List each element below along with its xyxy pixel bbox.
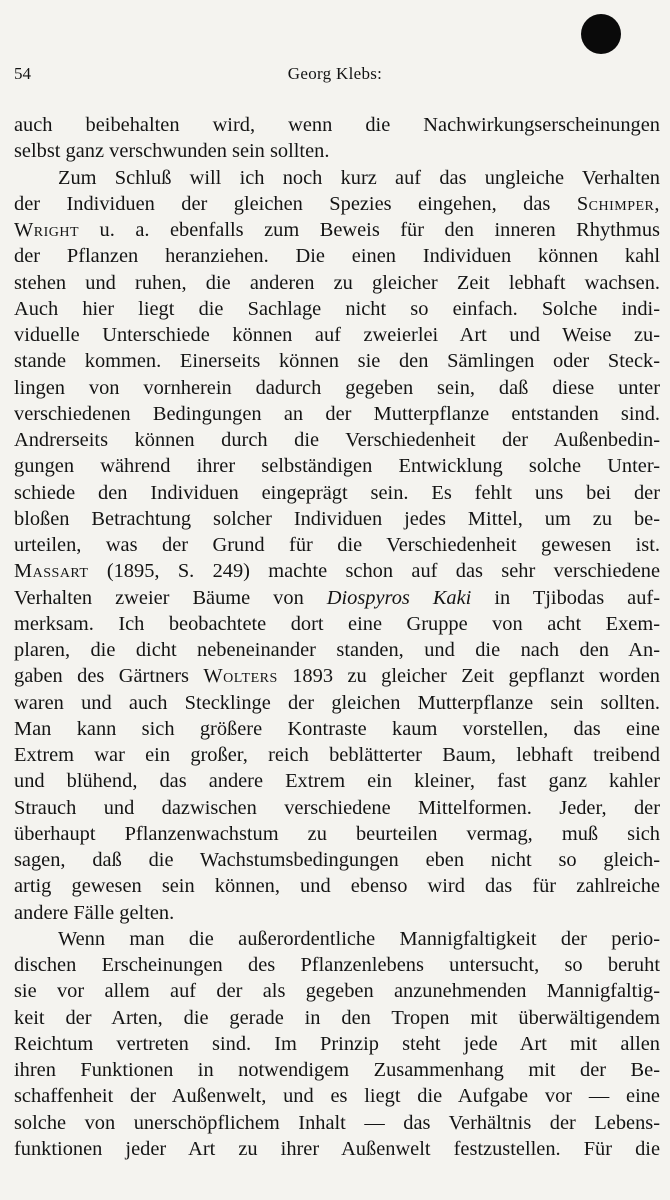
text-line (14, 270, 660, 296)
text-segment: bloßen Betrachtung solcher Individuen jedes Mittel, um zu be- (14, 507, 660, 530)
text-segment: gaben des Gärtners (14, 665, 204, 688)
body-text (14, 112, 660, 1162)
text-segment: viduelle Unterschiede können auf zweierlei Art und Weise zu- (14, 324, 660, 346)
text-line (14, 1031, 660, 1057)
author-name: Wright (14, 219, 80, 241)
author-name: Schimper, (576, 192, 660, 215)
text-line (14, 191, 660, 217)
text-line (14, 716, 660, 742)
text-line (14, 978, 660, 1004)
text-line (14, 532, 660, 558)
text-line (14, 217, 660, 243)
text-segment: überhaupt Pflanzenwachstum zu beurteilen vermag, muß sich (14, 822, 660, 845)
text-line (14, 585, 660, 611)
text-segment: andere Fälle gelten. (14, 901, 175, 924)
text-line (14, 375, 660, 401)
text-segment: keit der Arten, die gerade in den Tropen mit überwältigendem (14, 1006, 660, 1029)
text-segment: 1893 zu gleicher Zeit gepflanzt worden (277, 665, 660, 688)
text-segment: plaren, die dicht nebeneinander standen, und die nach den An- (14, 639, 660, 661)
text-line (14, 558, 660, 584)
text-segment: gungen während ihrer selbständigen Entwicklung solche Unter- (14, 455, 660, 478)
text-segment: Verhalten zweier Bäume von (14, 586, 327, 609)
text-segment: Reichtum vertreten sind. Im Prinzip steht jede Art mit allen (14, 1032, 660, 1055)
text-line (14, 480, 660, 506)
text-line (14, 1005, 660, 1031)
text-segment: verschiedenen Bedingungen an der Mutterpflanze entstanden sind. (14, 402, 660, 425)
text-line (14, 453, 660, 479)
text-line (14, 427, 660, 453)
text-line (14, 348, 660, 374)
text-segment: Man kann sich größere Kontraste kaum vorstellen, das eine (14, 717, 660, 740)
text-line (14, 847, 660, 873)
author-name: Wolters (203, 665, 278, 688)
text-line (14, 690, 660, 716)
text-line (14, 296, 660, 322)
species-name: Diospyros Kaki (326, 586, 472, 609)
text-segment: lingen von vornherein dadurch gegeben sein, daß diese unter (14, 376, 660, 399)
text-segment: und blühend, das andere Extrem ein kleiner, fast ganz kahler (14, 770, 660, 793)
text-segment: auch beibehalten wird, wenn die Nachwirkungserscheinungen (14, 114, 660, 136)
text-segment: artig gewesen sein können, und ebenso wird das für zahlreiche (14, 875, 660, 898)
text-segment: stande kommen. Einerseits können sie den Sämlingen oder Steck- (14, 350, 660, 373)
text-segment: (1895, S. 249) machte schon auf das sehr verschiedene (88, 560, 660, 583)
text-segment: selbst ganz verschwunden sein sollten. (14, 140, 330, 163)
text-segment: Auch hier liegt die Sachlage nicht so einfach. Solche indi- (14, 297, 660, 320)
text-segment: dischen Erscheinungen des Pflanzenlebens untersucht, so beruht (14, 954, 660, 976)
text-line (14, 926, 660, 952)
text-segment: waren und auch Stecklinge der gleichen Mutterpflanze sein sollten. (14, 691, 660, 714)
text-line (14, 322, 660, 348)
text-segment: Andrerseits können durch die Verschiedenheit der Außenbedin- (14, 429, 660, 451)
text-segment: stehen und ruhen, die anderen zu gleicher Zeit lebhaft wachsen. (14, 271, 660, 294)
text-line (14, 138, 660, 164)
text-line (14, 663, 660, 689)
running-head: Georg Klebs: (287, 64, 383, 83)
text-line (14, 506, 660, 532)
text-segment: schiede den Individuen eingeprägt sein. Es fehlt uns bei der (14, 481, 660, 504)
text-line (14, 1057, 660, 1083)
text-line (14, 795, 660, 821)
text-segment: schaffenheit der Außenwelt, und es liegt die Aufgabe vor — eine (14, 1085, 660, 1108)
text-line (14, 401, 660, 427)
text-segment: Extrem war ein großer, reich beblätterter Baum, lebhaft treibend (14, 744, 660, 766)
text-line (14, 742, 660, 768)
text-segment: Zum Schluß will ich noch kurz auf das ungleiche Verhalten (58, 166, 660, 189)
text-segment: solche von unerschöpflichem Inhalt — das Verhältnis der Lebens- (14, 1111, 660, 1134)
text-line (14, 1083, 660, 1109)
text-line (14, 243, 660, 269)
text-line (14, 873, 660, 899)
author-name: Massart (14, 560, 89, 583)
ink-blot-mark (581, 14, 621, 54)
text-line (14, 637, 660, 663)
page-header (14, 64, 656, 88)
text-segment: Wenn man die außerordentliche Mannigfaltigkeit der perio- (58, 927, 660, 950)
text-line (14, 900, 660, 926)
text-line (14, 611, 660, 637)
text-segment: sie vor allem auf der als gegeben anzunehmenden Mannigfaltig- (14, 980, 660, 1003)
text-line (14, 165, 660, 191)
text-line (14, 1110, 660, 1136)
text-line (14, 1136, 660, 1162)
text-segment: sagen, daß die Wachstumsbedingungen eben nicht so gleich- (14, 849, 660, 871)
text-segment: der Pflanzen heranziehen. Die einen Individuen können kahl (14, 245, 660, 268)
text-segment: funktionen jeder Art zu ihrer Außenwelt festzustellen. Für die (14, 1137, 660, 1160)
text-segment: u. a. ebenfalls zum Beweis für den inneren Rhythmus (79, 219, 660, 241)
page-number: 54 (14, 64, 31, 83)
text-segment: ihren Funktionen in notwendigem Zusammenhang mit der Be- (14, 1059, 660, 1081)
text-segment: der Individuen der gleichen Spezies eingehen, das (14, 192, 577, 215)
text-line (14, 952, 660, 978)
text-segment: merksam. Ich beobachtete dort eine Gruppe von acht Exem- (14, 612, 660, 635)
text-segment: urteilen, was der Grund für die Verschiedenheit gewesen ist. (14, 534, 660, 556)
text-line (14, 112, 660, 138)
text-segment: in Tjibodas auf- (471, 586, 660, 609)
text-line (14, 768, 660, 794)
text-segment: Strauch und dazwischen verschiedene Mittelformen. Jeder, der (14, 796, 660, 819)
text-line (14, 821, 660, 847)
